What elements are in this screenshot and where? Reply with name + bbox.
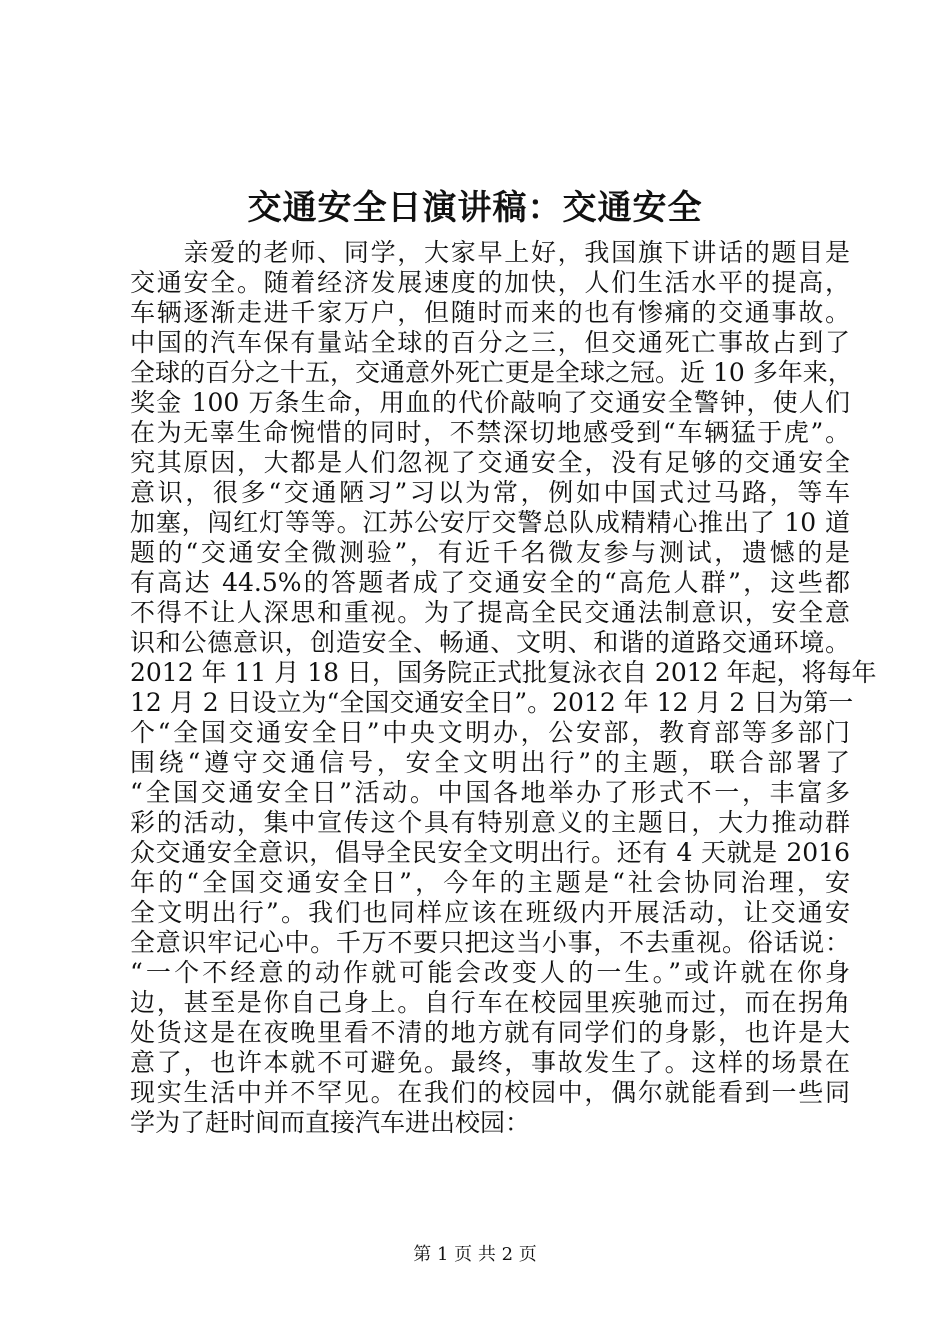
text-line: 个“全国交通安全日”中央文明办，公安部，教育部等多部门 [130,718,850,747]
text-line: “一个不经意的动作就可能会改变人的一生。”或许就在你身 [130,958,850,987]
text-line: 年的“全国交通安全日”，今年的主题是“社会协同治理，安 [130,868,850,897]
text-line: “全国交通安全日”活动。中国各地举办了形式不一，丰富多 [130,778,850,807]
document-title: 交通安全日演讲稿：交通安全 [247,188,703,228]
text-line: 车辆逐渐走进千家万户，但随时而来的也有惨痛的交通事故。 [130,298,850,327]
text-line: 有高达 44.5%的答题者成了交通安全的“高危人群”，这些都 [130,568,850,597]
text-line: 究其原因，大都是人们忽视了交通安全，没有足够的交通安全 [130,448,850,477]
text-line: 在为无辜生命惋惜的同时，不禁深切地感受到“车辆猛于虎”。 [130,418,850,447]
text-line: 亲爱的老师、同学，大家早上好，我国旗下讲话的题目是 [130,238,850,267]
text-line: 学为了赶时间而直接汽车进出校园： [130,1108,531,1137]
text-line: 不得不让人深思和重视。为了提高全民交通法制意识，安全意 [130,598,850,627]
text-line: 众交通安全意识，倡导全民安全文明出行。还有 4 天就是 2016 [130,838,850,867]
text-line: 交通安全。随着经济发展速度的加快，人们生活水平的提高， [130,268,850,297]
text-line: 彩的活动，集中宣传这个具有特别意义的主题日，大力推动群 [130,808,850,837]
text-line: 12 月 2 日设立为“全国交通安全日”。2012 年 12 月 2 日为第一 [130,688,854,717]
text-line: 题的“交通安全微测验”，有近千名微友参与测试，遗憾的是 [130,538,850,567]
text-line: 识和公德意识，创造安全、畅通、文明、和谐的道路交通环境。 [130,628,850,657]
text-line: 奖金 100 万条生命，用血的代价敲响了交通安全警钟，使人们 [130,388,850,417]
text-line: 全意识牢记心中。千万不要只把这当小事，不去重视。俗话说： [130,928,850,957]
text-line: 处货这是在夜晚里看不清的地方就有同学们的身影，也许是大 [130,1018,850,1047]
body-paragraph [130,238,877,1138]
text-line: 边，甚至是你自己身上。自行车在校园里疾驰而过，而在拐角 [130,988,850,1017]
text-line: 中国的汽车保有量站全球的百分之三，但交通死亡事故占到了 [130,328,850,357]
text-line: 全球的百分之十五，交通意外死亡更是全球之冠。近 10 多年来， [130,358,853,387]
text-line: 意识，很多“交通陋习”习以为常，例如中国式过马路，等车 [130,478,850,507]
text-line: 全文明出行”。我们也同样应该在班级内开展活动，让交通安 [130,898,850,927]
text-line: 现实生活中并不罕见。在我们的校园中，偶尔就能看到一些同 [130,1078,850,1107]
text-line: 加塞，闯红灯等等。江苏公安厅交警总队成精精心推出了 10 道 [130,508,850,537]
text-line: 意了，也许本就不可避免。最终，事故发生了。这样的场景在 [130,1048,850,1077]
page-footer: 第 1 页 共 2 页 [413,1244,537,1265]
text-line: 2012 年 11 月 18 日，国务院正式批复泳衣自 2012 年起，将每年 [130,658,877,687]
text-line: 围绕“遵守交通信号，安全文明出行”的主题，联合部署了 [130,748,850,777]
